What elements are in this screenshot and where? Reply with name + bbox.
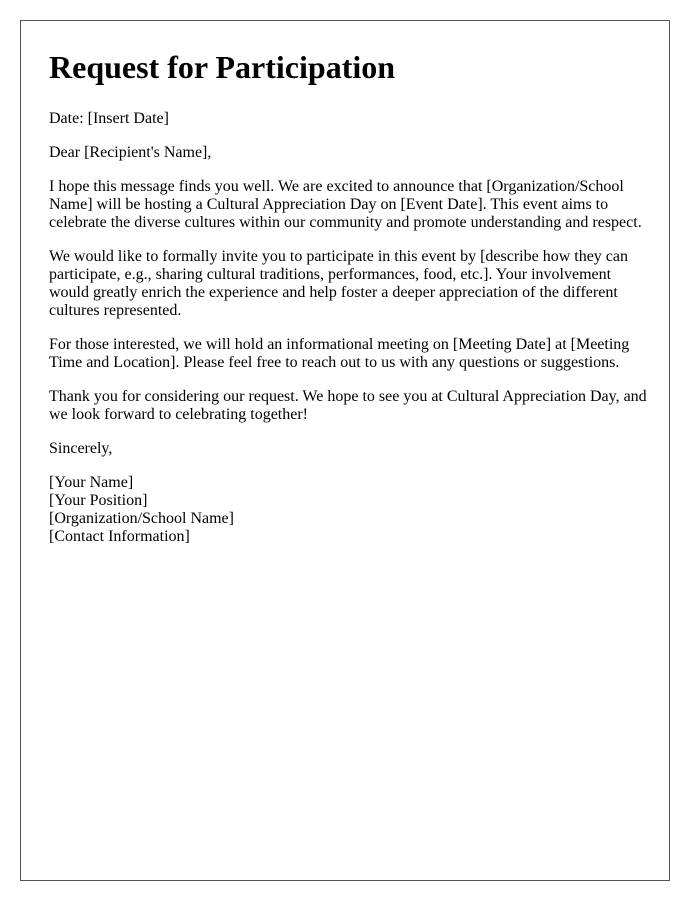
signature-organization: [Organization/School Name] (49, 510, 234, 527)
body-paragraph-3: For those interested, we will hold an informational meeting on [Meeting Date] at [Meeting Time and Location]. Please feel free to reach out to us with any questions or suggestions. (49, 336, 630, 371)
letter-page (20, 20, 670, 881)
body-paragraph-4: Thank you for considering our request. We hope to see you at Cultural Appreciation Day, and we look forward to celebrating together! (49, 388, 647, 423)
letter-title: Request for Participation (49, 49, 396, 85)
signature-contact: [Contact Information] (49, 528, 190, 545)
body-paragraph-2: We would like to formally invite you to participate in this event by [describe how they can participate, e.g., sharing cultural traditions, performances, food, etc.]. Your involvement would greatly enrich the experience and help foster a deeper appreciation of the different cultures represented. (49, 248, 628, 319)
signature-name: [Your Name] (49, 474, 134, 491)
signature-position: [Your Position] (49, 492, 148, 509)
closing: Sincerely, (49, 440, 113, 457)
signature-block (49, 474, 649, 546)
body-paragraph-1: I hope this message finds you well. We are excited to announce that [Organization/School Name] will be hosting a Cultural Appreciation Day on [Event Date]. This event aims to celebrate the diverse cultures within our community and promote understanding and respect. (49, 178, 642, 231)
date-line: Date: [Insert Date] (49, 110, 169, 127)
greeting: Dear [Recipient's Name], (49, 144, 212, 161)
